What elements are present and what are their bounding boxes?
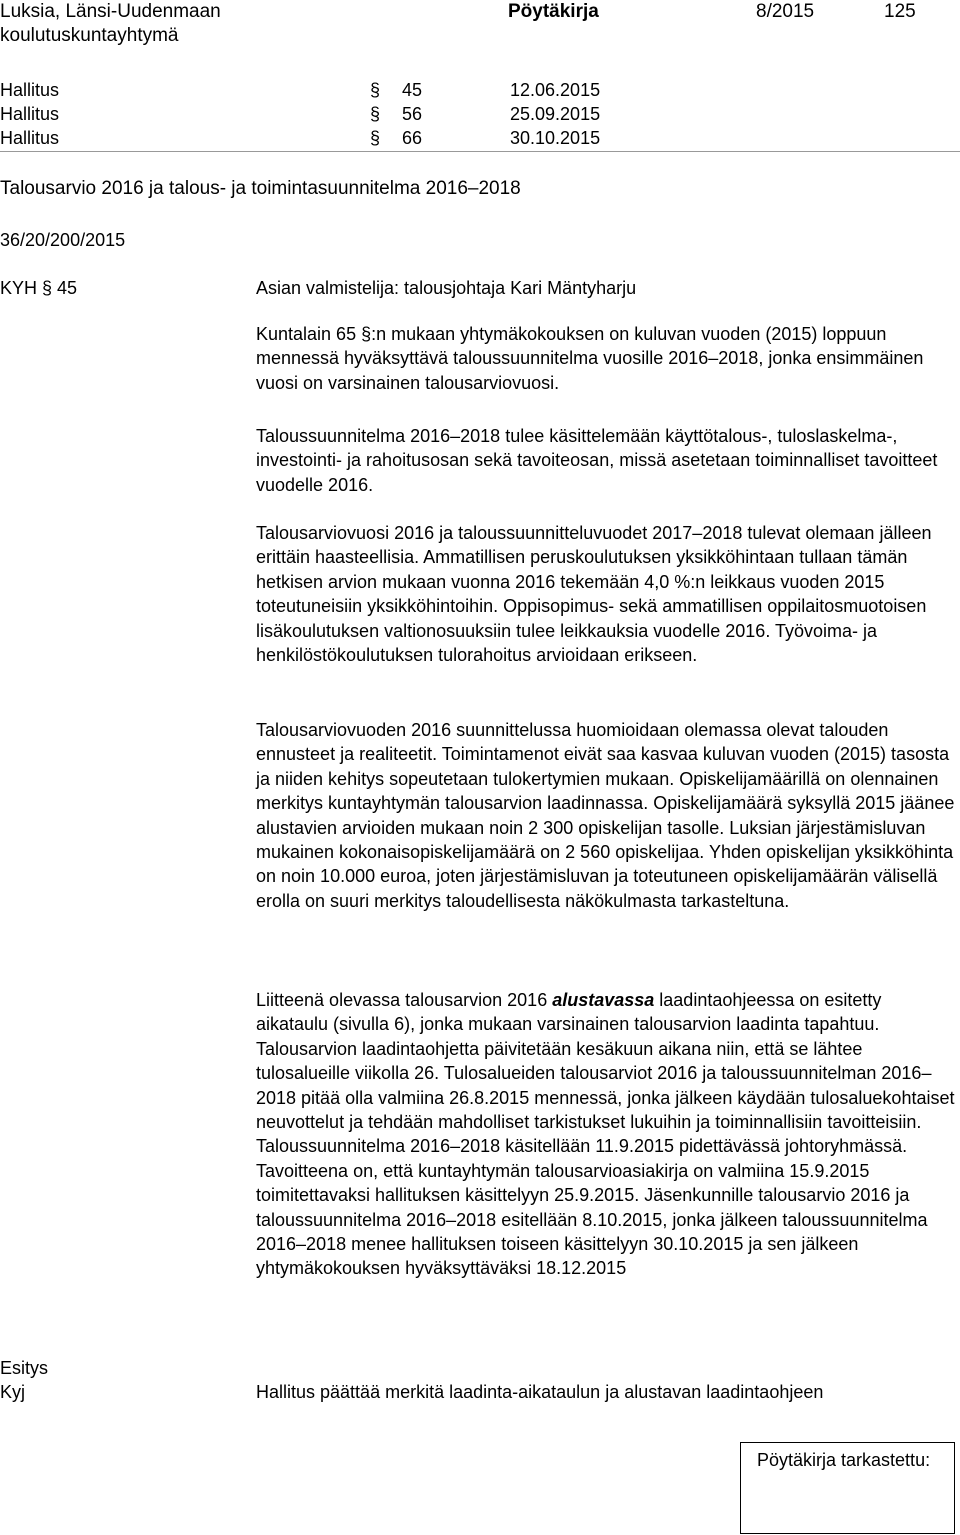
history-number: 45 [402, 80, 423, 100]
header-divider [0, 151, 960, 152]
history-date: 12.06.2015 [510, 80, 601, 100]
page-title: Talousarvio 2016 ja talous- ja toimintasuunnitelma 2016–2018 [0, 178, 521, 199]
minutes-checked-label: Pöytäkirja tarkastettu: [757, 1450, 931, 1470]
section-sign: § [370, 104, 381, 124]
issue-number: 8/2015 [756, 1, 815, 22]
history-body: Hallitus [0, 128, 60, 148]
paragraph-1: Kuntalain 65 §:n mukaan yhtymäkokouksen on kuluvan vuoden (2015) loppuun mennessä hyväksyttävä taloussuunnitelma vuosille 2016–2018, jonka ensimmäinen vuosi on varsinainen talousarviovuosi. [256, 324, 924, 393]
section-label: KYH § 45 [0, 278, 78, 298]
paragraph-5 [256, 988, 956, 1281]
history-number: 66 [402, 128, 423, 148]
minutes-checked-box [740, 1442, 955, 1534]
paragraph-4: Talousarviovuoden 2016 suunnittelussa huomioidaan olemassa olevat talouden ennusteet ja realiteetit. Toimintamenot eivät saa kasvaa kuluvan vuoden (2015) tasosta ja niiden kehitys sopeutetaan tulokertymien mukaan. Opiskelijamäärillä on olennainen merkitys kuntayhtymän talousarvion laadinnassa. Opiskelijamäärä syksyllä 2015 jäänee alustavien arvioiden mukaan noin 2 300 opiskelijan tasolle. Luksian järjestämisluvan mukainen kokonaisopiskelijamäärä on 2 560 opiskelijaa. Yhden opiskelijan yksikköhinta on noin 10.000 euroa, joten järjestämisluvan ja toteutuneen opiskelijamäärän välisellä erolla on suuri merkitys taloudellisesta näkökulmasta tarkasteltuna. [256, 720, 955, 911]
history-date: 25.09.2015 [510, 104, 601, 124]
section-sign: § [370, 128, 381, 148]
doc-type: Pöytäkirja [508, 1, 599, 22]
paragraph-5-before: Liitteenä olevassa talousarvion 2016 [256, 990, 553, 1010]
preparer-line: Asian valmistelija: talousjohtaja Kari Mäntyharju [256, 278, 637, 298]
paragraph-5-after: laadintaohjeessa on esitetty aikataulu (sivulla 6), jonka mukaan varsinainen talousarvion laadinta tapahtuu. Talousarvion laadintaohjetta päivitetään kesäkuun aikana niin, että se lähtee tulosalueille viikolla 26. Tulosalueiden talousarviot 2016 ja taloussuunnitelman 2016–2018 pitää olla valmiina 26.8.2015 mennessä, jonka jälkeen käydään tulosaluekohtaiset neuvottelut ja tehdään mahdolliset tarkistukset lukuihin ja toiminnallisiin tavoitteisiin. Taloussuunnitelma 2016–2018 käsitellään 11.9.2015 pidettävässä johtoryhmässä. Tavoitteena on, että kuntayhtymän talousarvioasiakirja on valmiina 15.9.2015 toimitettavaksi hallituksen käsittelyyn 25.9.2015. Jäsenkunnille talousarvio 2016 ja taloussuunnitelma 2016–2018 esitellään 8.10.2015, jonka jälkeen taloussuunnitelma 2016–2018 menee hallituksen toiseen käsittelyyn 30.10.2015 ja sen jälkeen yhtymäkokouksen hyväksyttäväksi 18.12.2015 [256, 990, 955, 1279]
page-number: 125 [884, 1, 916, 22]
paragraph-3: Talousarviovuosi 2016 ja taloussuunnitteluvuodet 2017–2018 tulevat olemaan jälleen erittäin haasteellisia. Ammatillisen peruskoulutuksen yksikköhintaan tullaan tämän hetkisen arvion mukaan vuonna 2016 tekemään 4,0 %:n leikkaus vuoden 2015 toteutuneisiin yksikköhintoihin. Oppisopimus- sekä ammatillisen oppilaitosmuotoisen lisäkoulutuksen valtionosuuksiin tulee leikkauksia vuodelle 2016. Työvoima- ja henkilöstökoulutuksen tulorahoitus arvioidaan erikseen. [256, 523, 932, 666]
history-date: 30.10.2015 [510, 128, 601, 148]
proposal-label: Esitys [0, 1358, 49, 1378]
section-sign: § [370, 80, 381, 100]
paragraph-5-emphasis: alustavassa [552, 990, 655, 1010]
paragraph-2: Taloussuunnitelma 2016–2018 tulee käsittelemään käyttötalous-, tuloslaskelma-, investointi- ja rahoitusosan sekä tavoiteosan, missä asetetaan toiminnalliset tavoitteet vuodelle 2016. [256, 426, 938, 495]
history-body: Hallitus [0, 104, 60, 124]
org-name-line1: Luksia, Länsi-Uudenmaan [0, 1, 221, 22]
history-body: Hallitus [0, 80, 60, 100]
proposal-text: Hallitus päättää merkitä laadinta-aikataulun ja alustavan laadintaohjeen [256, 1382, 824, 1402]
org-name-line2: koulutuskuntayhtymä [0, 25, 179, 46]
proposer-label: Kyj [0, 1382, 26, 1402]
reference-number: 36/20/200/2015 [0, 230, 126, 250]
history-number: 56 [402, 104, 423, 124]
